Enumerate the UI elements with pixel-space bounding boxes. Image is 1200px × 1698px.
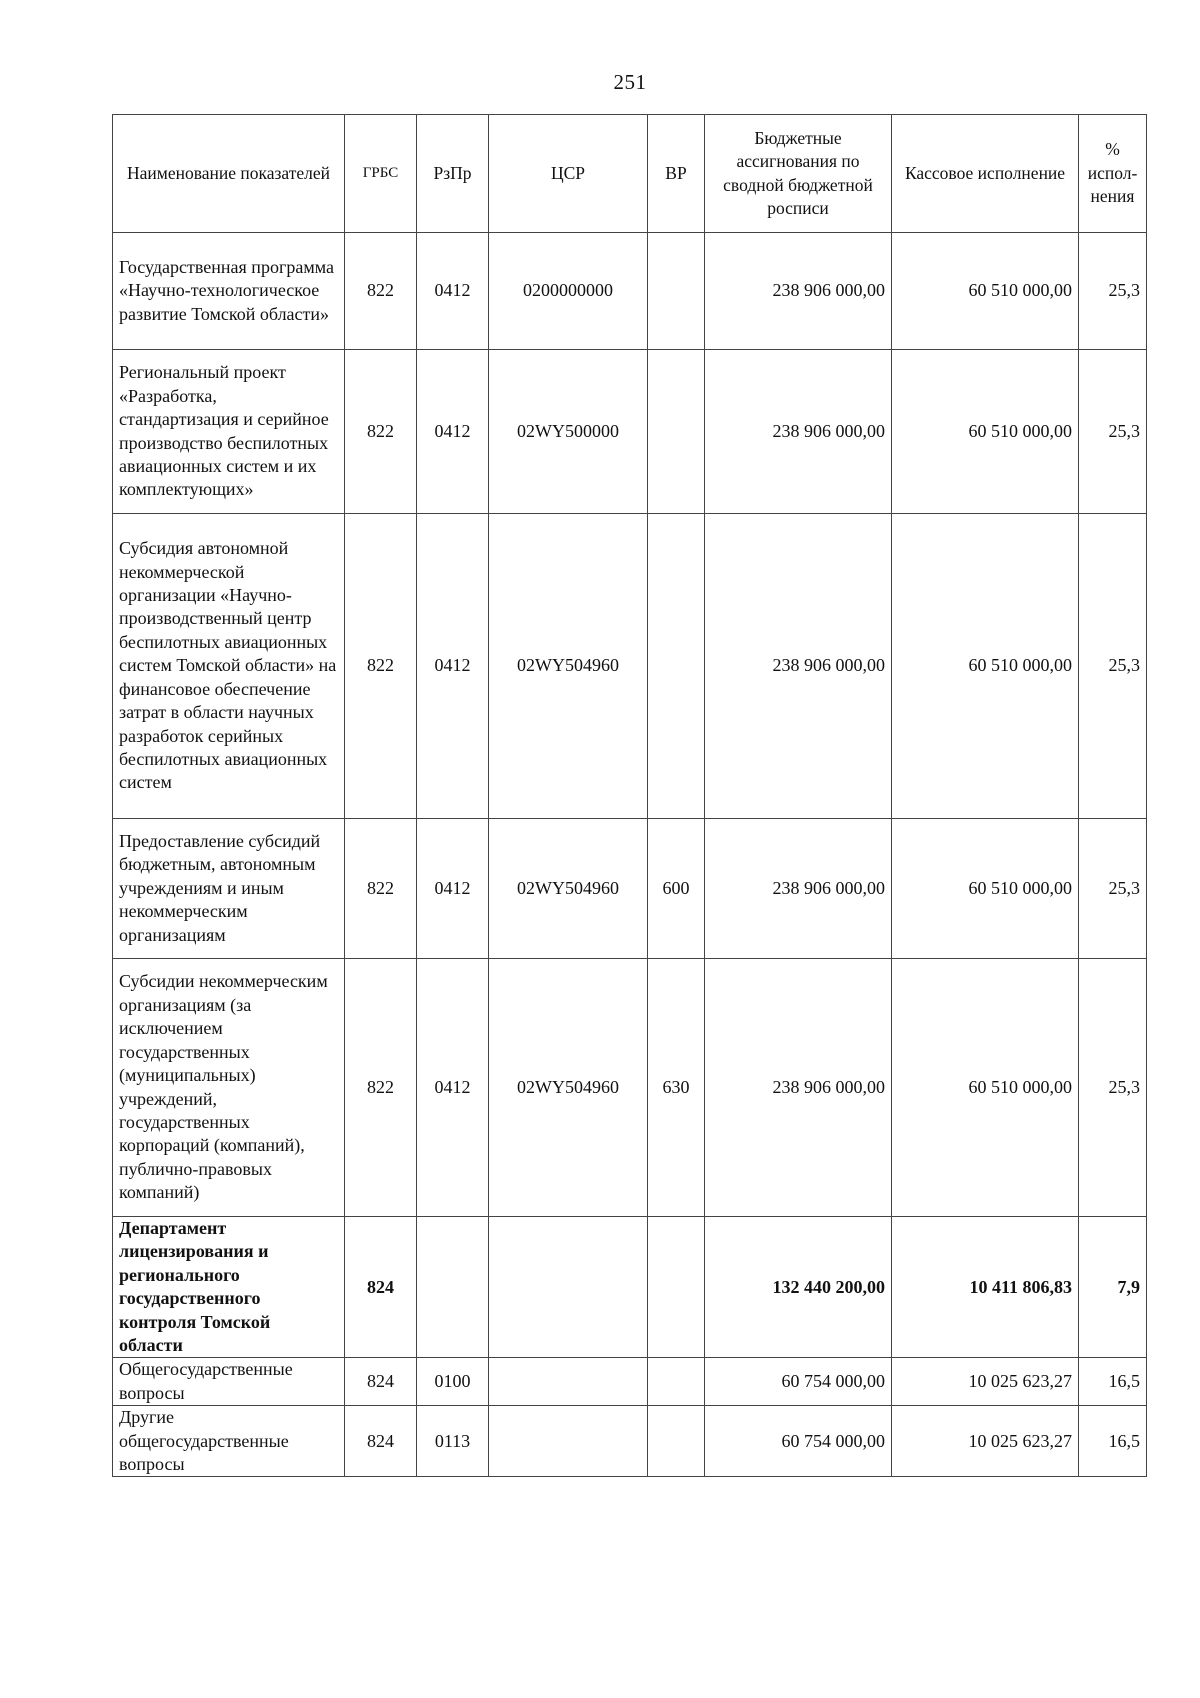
row-csr [489,1358,648,1406]
table-row [113,1406,1147,1477]
table-row [113,1217,1147,1358]
row-rzpr: 0412 [417,819,489,959]
row-rzpr: 0113 [417,1406,489,1477]
row-cash-execution: 60 510 000,00 [892,819,1079,959]
row-assignments: 60 754 000,00 [705,1406,892,1477]
row-assignments: 238 906 000,00 [705,514,892,819]
row-percent: 25,3 [1079,350,1147,514]
row-assignments: 238 906 000,00 [705,233,892,350]
row-grbs: 824 [345,1217,417,1358]
row-percent: 25,3 [1079,819,1147,959]
table-row [113,959,1147,1217]
header-grbs: ГРБС [345,115,417,233]
row-csr: 02WY500000 [489,350,648,514]
row-cash-execution: 60 510 000,00 [892,514,1079,819]
row-percent: 25,3 [1079,233,1147,350]
row-name: Государственная программа «Научно-технологическое развитие Томской области» [113,233,345,350]
row-csr [489,1406,648,1477]
row-rzpr: 0412 [417,959,489,1217]
row-percent: 7,9 [1079,1217,1147,1358]
row-grbs: 822 [345,819,417,959]
table-header-row [113,115,1147,233]
table-row [113,819,1147,959]
row-vr: 630 [648,959,705,1217]
row-assignments: 238 906 000,00 [705,959,892,1217]
header-rzpr: РзПр [417,115,489,233]
row-csr: 02WY504960 [489,959,648,1217]
header-assignments: Бюджетные ассигнования по сводной бюджетной росписи [705,115,892,233]
row-rzpr [417,1217,489,1358]
row-assignments: 238 906 000,00 [705,350,892,514]
row-name: Региональный проект «Разработка, стандартизация и серийное производство беспилотных авиационных систем и их комплектующих» [113,350,345,514]
row-vr [648,514,705,819]
row-grbs: 822 [345,959,417,1217]
row-assignments: 132 440 200,00 [705,1217,892,1358]
header-cash-execution: Кассовое исполнение [892,115,1079,233]
header-vr: ВР [648,115,705,233]
row-csr: 02WY504960 [489,819,648,959]
row-csr: 0200000000 [489,233,648,350]
row-cash-execution: 10 411 806,83 [892,1217,1079,1358]
row-rzpr: 0412 [417,350,489,514]
header-csr: ЦСР [489,115,648,233]
row-csr: 02WY504960 [489,514,648,819]
row-vr [648,1406,705,1477]
row-cash-execution: 60 510 000,00 [892,350,1079,514]
row-cash-execution: 60 510 000,00 [892,233,1079,350]
row-name: Субсидии некоммерческим организациям (за исключением государственных (муниципальных) учреждений, государственных корпораций (компаний), публично-правовых компаний) [113,959,345,1217]
table-row [113,233,1147,350]
row-assignments: 60 754 000,00 [705,1358,892,1406]
table-row [113,514,1147,819]
row-vr [648,233,705,350]
row-grbs: 822 [345,233,417,350]
row-percent: 16,5 [1079,1406,1147,1477]
row-grbs: 824 [345,1406,417,1477]
row-grbs: 822 [345,350,417,514]
row-name: Другие общегосударственные вопросы [113,1406,345,1477]
row-vr [648,350,705,514]
row-percent: 25,3 [1079,514,1147,819]
table-row [113,1358,1147,1406]
row-grbs: 822 [345,514,417,819]
row-vr: 600 [648,819,705,959]
row-rzpr: 0412 [417,233,489,350]
row-cash-execution: 10 025 623,27 [892,1406,1079,1477]
row-cash-execution: 10 025 623,27 [892,1358,1079,1406]
row-rzpr: 0100 [417,1358,489,1406]
row-name: Предоставление субсидий бюджетным, автономным учреждениям и иным некоммерческим организациям [113,819,345,959]
row-percent: 25,3 [1079,959,1147,1217]
header-percent: % испол-нения [1079,115,1147,233]
table-row [113,350,1147,514]
row-vr [648,1217,705,1358]
row-name: Общегосударственные вопросы [113,1358,345,1406]
row-percent: 16,5 [1079,1358,1147,1406]
header-name: Наименование показателей [113,115,345,233]
row-grbs: 824 [345,1358,417,1406]
row-name: Департамент лицензирования и регионального государственного контроля Томской области [113,1217,345,1358]
row-cash-execution: 60 510 000,00 [892,959,1079,1217]
row-vr [648,1358,705,1406]
page-number: 251 [613,70,647,94]
budget-execution-table [112,114,1147,1477]
row-csr [489,1217,648,1358]
row-assignments: 238 906 000,00 [705,819,892,959]
row-name: Субсидия автономной некоммерческой организации «Научно-производственный центр беспилотных авиационных систем Томской области» на финансовое обеспечение затрат в области научных разработок серийных беспилотных авиационных систем [113,514,345,819]
row-rzpr: 0412 [417,514,489,819]
